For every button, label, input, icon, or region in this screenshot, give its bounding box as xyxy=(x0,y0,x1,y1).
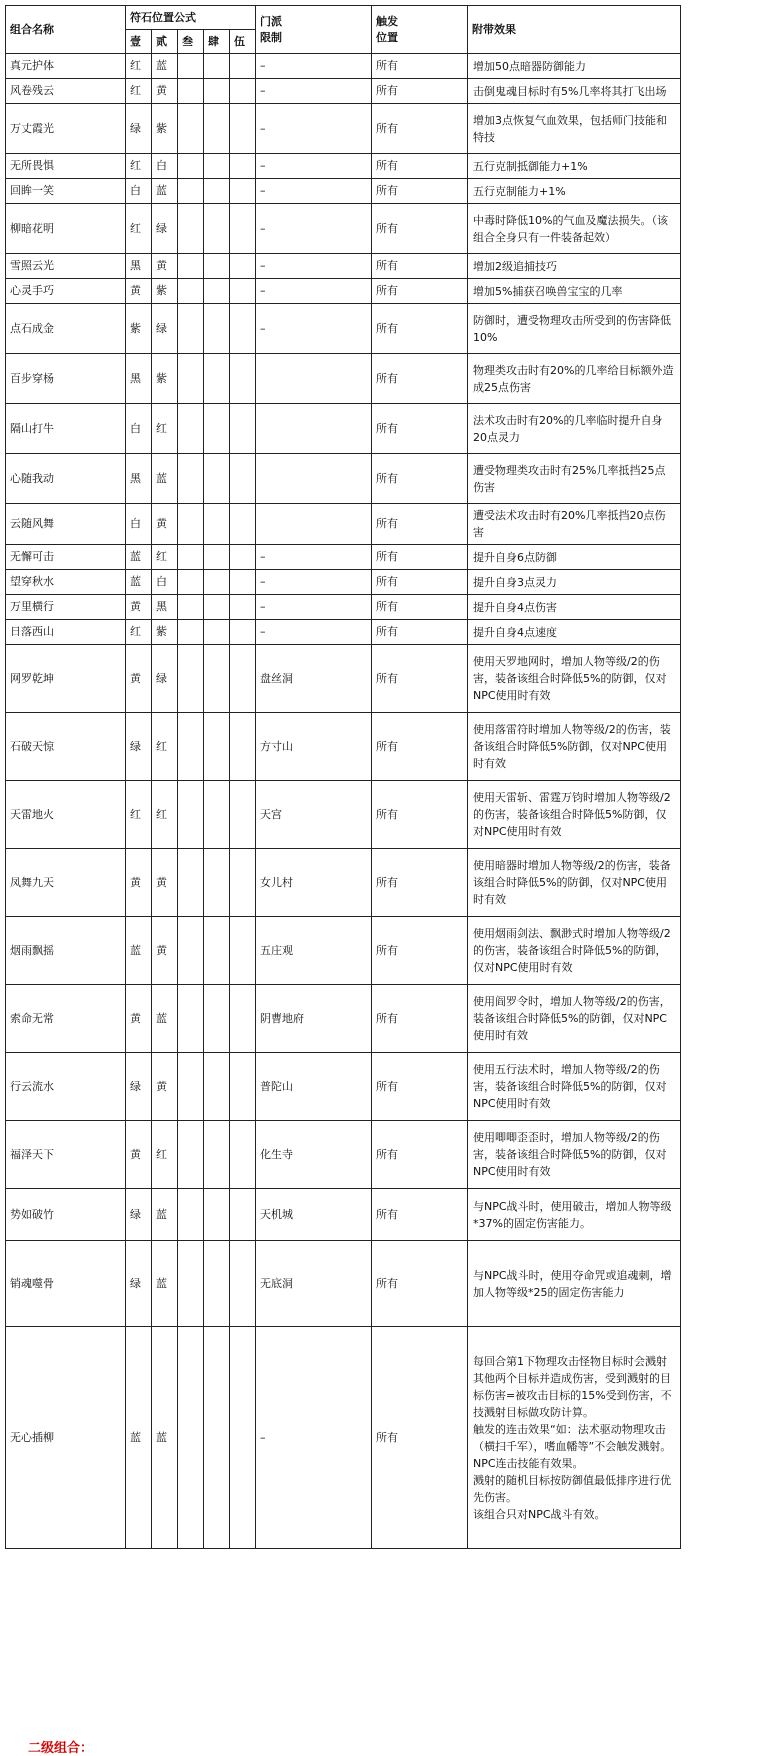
pos2-cell: 黄 xyxy=(152,504,178,545)
table-row xyxy=(6,1241,681,1327)
column-header-pos5: 伍 xyxy=(230,30,256,54)
pos3-cell xyxy=(178,304,204,354)
table-row xyxy=(6,279,681,304)
table-row xyxy=(6,404,681,454)
table-row xyxy=(6,645,681,713)
header-row-top xyxy=(6,6,681,30)
combo-name: 福泽天下 xyxy=(6,1121,126,1189)
trigger-cell: 所有 xyxy=(372,279,468,304)
pos3-cell xyxy=(178,620,204,645)
pos5-cell xyxy=(230,917,256,985)
effect-cell: 增加5%捕获召唤兽宝宝的几率 xyxy=(468,279,681,304)
pos1-cell: 红 xyxy=(126,79,152,104)
pos4-cell xyxy=(204,1327,230,1549)
pos3-cell xyxy=(178,985,204,1053)
pos4-cell xyxy=(204,1189,230,1241)
table-row xyxy=(6,354,681,404)
sect-cell xyxy=(256,354,372,404)
table-row xyxy=(6,1121,681,1189)
pos1-cell: 白 xyxy=(126,179,152,204)
pos2-cell: 红 xyxy=(152,1121,178,1189)
pos5-cell xyxy=(230,1241,256,1327)
combo-name: 点石成金 xyxy=(6,304,126,354)
pos4-cell xyxy=(204,620,230,645)
pos2-cell: 白 xyxy=(152,570,178,595)
pos5-cell xyxy=(230,985,256,1053)
section-heading-level2: 二级组合： xyxy=(28,1741,94,1756)
pos2-cell: 红 xyxy=(152,781,178,849)
pos2-cell: 绿 xyxy=(152,204,178,254)
column-header-sect: 门派 限制 xyxy=(256,6,372,54)
pos5-cell xyxy=(230,504,256,545)
sect-cell: 女儿村 xyxy=(256,849,372,917)
table-row xyxy=(6,713,681,781)
pos5-cell xyxy=(230,79,256,104)
effect-cell: 使用阎罗令时，增加人物等级/2的伤害，装备该组合时降低5%的防御，仅对NPC使用时有效 xyxy=(468,985,681,1053)
pos2-cell: 黑 xyxy=(152,595,178,620)
pos2-cell: 白 xyxy=(152,154,178,179)
pos4-cell xyxy=(204,570,230,595)
trigger-cell: 所有 xyxy=(372,595,468,620)
table-row xyxy=(6,254,681,279)
column-header-name: 组合名称 xyxy=(6,6,126,54)
pos4-cell xyxy=(204,204,230,254)
sect-cell: 阴曹地府 xyxy=(256,985,372,1053)
pos3-cell xyxy=(178,595,204,620)
pos5-cell xyxy=(230,1189,256,1241)
pos4-cell xyxy=(204,1053,230,1121)
pos3-cell xyxy=(178,713,204,781)
pos3-cell xyxy=(178,545,204,570)
pos2-cell: 紫 xyxy=(152,354,178,404)
sect-cell: 五庄观 xyxy=(256,917,372,985)
combo-name: 回眸一笑 xyxy=(6,179,126,204)
table-row xyxy=(6,917,681,985)
table-row xyxy=(6,1053,681,1121)
trigger-cell: 所有 xyxy=(372,1121,468,1189)
pos1-cell: 黄 xyxy=(126,985,152,1053)
pos4-cell xyxy=(204,79,230,104)
trigger-cell: 所有 xyxy=(372,154,468,179)
pos3-cell xyxy=(178,154,204,179)
pos3-cell xyxy=(178,504,204,545)
table-row xyxy=(6,54,681,79)
sect-cell: – xyxy=(256,595,372,620)
pos3-cell xyxy=(178,54,204,79)
combo-name: 心灵手巧 xyxy=(6,279,126,304)
effect-cell: 使用天罗地网时，增加人物等级/2的伤害，装备该组合时降低5%的防御，仅对NPC使用时有效 xyxy=(468,645,681,713)
table-row xyxy=(6,849,681,917)
trigger-cell: 所有 xyxy=(372,1241,468,1327)
pos1-cell: 黄 xyxy=(126,645,152,713)
column-header-pos4: 肆 xyxy=(204,30,230,54)
pos1-cell: 红 xyxy=(126,620,152,645)
pos4-cell xyxy=(204,645,230,713)
pos5-cell xyxy=(230,204,256,254)
trigger-cell: 所有 xyxy=(372,79,468,104)
effect-cell: 中毒时降低10%的气血及魔法损失。（该组合全身只有一件装备起效） xyxy=(468,204,681,254)
trigger-cell: 所有 xyxy=(372,917,468,985)
pos2-cell: 蓝 xyxy=(152,454,178,504)
effect-cell: 五行克制能力+1% xyxy=(468,179,681,204)
table-row xyxy=(6,781,681,849)
pos4-cell xyxy=(204,354,230,404)
pos5-cell xyxy=(230,254,256,279)
effect-cell: 与NPC战斗时，使用破击，增加人物等级*37%的固定伤害能力。 xyxy=(468,1189,681,1241)
pos2-cell: 蓝 xyxy=(152,985,178,1053)
pos1-cell: 绿 xyxy=(126,713,152,781)
pos5-cell xyxy=(230,1121,256,1189)
table-row xyxy=(6,204,681,254)
pos4-cell xyxy=(204,713,230,781)
effect-cell: 提升自身6点防御 xyxy=(468,545,681,570)
pos3-cell xyxy=(178,79,204,104)
pos5-cell xyxy=(230,404,256,454)
pos3-cell xyxy=(178,781,204,849)
trigger-cell: 所有 xyxy=(372,713,468,781)
pos2-cell: 紫 xyxy=(152,104,178,154)
sect-cell: 天宫 xyxy=(256,781,372,849)
combo-name: 网罗乾坤 xyxy=(6,645,126,713)
combo-name: 凤舞九天 xyxy=(6,849,126,917)
pos3-cell xyxy=(178,454,204,504)
pos1-cell: 紫 xyxy=(126,304,152,354)
trigger-cell: 所有 xyxy=(372,54,468,79)
pos4-cell xyxy=(204,985,230,1053)
pos4-cell xyxy=(204,304,230,354)
column-header-effect: 附带效果 xyxy=(468,6,681,54)
pos3-cell xyxy=(178,204,204,254)
effect-cell: 与NPC战斗时，使用夺命咒或追魂刺，增加人物等级*25的固定伤害能力 xyxy=(468,1241,681,1327)
sect-cell: – xyxy=(256,570,372,595)
pos2-cell: 黄 xyxy=(152,79,178,104)
table-row xyxy=(6,595,681,620)
pos4-cell xyxy=(204,154,230,179)
pos3-cell xyxy=(178,570,204,595)
effect-cell: 增加3点恢复气血效果，包括师门技能和特技 xyxy=(468,104,681,154)
pos5-cell xyxy=(230,454,256,504)
pos4-cell xyxy=(204,849,230,917)
pos2-cell: 蓝 xyxy=(152,1327,178,1549)
pos2-cell: 黄 xyxy=(152,917,178,985)
pos5-cell xyxy=(230,279,256,304)
pos5-cell xyxy=(230,1053,256,1121)
pos3-cell xyxy=(178,1327,204,1549)
sect-cell: 天机城 xyxy=(256,1189,372,1241)
trigger-cell: 所有 xyxy=(372,781,468,849)
sect-cell: – xyxy=(256,304,372,354)
combo-name: 雪照云光 xyxy=(6,254,126,279)
pos4-cell xyxy=(204,254,230,279)
pos3-cell xyxy=(178,917,204,985)
pos2-cell: 绿 xyxy=(152,645,178,713)
effect-cell: 每回合第1下物理攻击怪物目标时会溅射其他两个目标并造成伤害，受到溅射的目标伤害=被攻击目标的15%受到伤害，不技溅射目标做攻防计算。 触发的连击效果“如：法术驱动物理攻击（横扫千军），嗜血幡等”不会触发溅射。NPC连击技能有效果。 溅射的随机目标按防御值最低排序进行优先伤害。 该组合只对NPC战斗有效。 xyxy=(468,1327,681,1549)
sect-cell: 盘丝洞 xyxy=(256,645,372,713)
effect-cell: 遭受法术攻击时有20%几率抵挡20点伤害 xyxy=(468,504,681,545)
combo-name: 云随风舞 xyxy=(6,504,126,545)
effect-cell: 物理类攻击时有20%的几率给目标额外造成25点伤害 xyxy=(468,354,681,404)
trigger-cell: 所有 xyxy=(372,454,468,504)
column-header-formula: 符石位置公式 xyxy=(126,6,256,30)
combo-name: 石破天惊 xyxy=(6,713,126,781)
pos1-cell: 绿 xyxy=(126,104,152,154)
effect-cell: 提升自身3点灵力 xyxy=(468,570,681,595)
combo-name: 望穿秋水 xyxy=(6,570,126,595)
pos4-cell xyxy=(204,595,230,620)
pos3-cell xyxy=(178,1053,204,1121)
effect-cell: 使用烟雨剑法、飘渺式时增加人物等级/2的伤害，装备该组合时降低5%的防御，仅对NPC使用时有效 xyxy=(468,917,681,985)
trigger-cell: 所有 xyxy=(372,545,468,570)
sect-cell: – xyxy=(256,254,372,279)
pos1-cell: 蓝 xyxy=(126,1327,152,1549)
pos1-cell: 黑 xyxy=(126,354,152,404)
sect-cell: – xyxy=(256,79,372,104)
effect-cell: 增加2级追捕技巧 xyxy=(468,254,681,279)
sect-cell: – xyxy=(256,204,372,254)
effect-cell: 法术攻击时有20%的几率临时提升自身20点灵力 xyxy=(468,404,681,454)
pos4-cell xyxy=(204,1241,230,1327)
table-row xyxy=(6,570,681,595)
pos4-cell xyxy=(204,504,230,545)
combo-name: 百步穿杨 xyxy=(6,354,126,404)
sect-cell: – xyxy=(256,154,372,179)
pos1-cell: 黑 xyxy=(126,254,152,279)
pos4-cell xyxy=(204,54,230,79)
pos3-cell xyxy=(178,645,204,713)
pos1-cell: 蓝 xyxy=(126,545,152,570)
table-row xyxy=(6,154,681,179)
pos1-cell: 红 xyxy=(126,154,152,179)
column-header-pos1: 壹 xyxy=(126,30,152,54)
effect-cell: 提升自身4点速度 xyxy=(468,620,681,645)
effect-cell: 使用落雷符时增加人物等级/2的伤害，装备该组合时降低5%防御，仅对NPC使用时有效 xyxy=(468,713,681,781)
pos2-cell: 红 xyxy=(152,713,178,781)
combo-name: 真元护体 xyxy=(6,54,126,79)
pos3-cell xyxy=(178,279,204,304)
pos3-cell xyxy=(178,104,204,154)
rune-combination-table xyxy=(5,5,681,1549)
trigger-cell: 所有 xyxy=(372,645,468,713)
trigger-cell: 所有 xyxy=(372,1189,468,1241)
table-row xyxy=(6,1189,681,1241)
effect-cell: 增加50点暗器防御能力 xyxy=(468,54,681,79)
column-header-trigger: 触发 位置 xyxy=(372,6,468,54)
combo-name: 万里横行 xyxy=(6,595,126,620)
table-row xyxy=(6,79,681,104)
pos4-cell xyxy=(204,917,230,985)
pos4-cell xyxy=(204,179,230,204)
effect-cell: 遭受物理类攻击时有25%几率抵挡25点伤害 xyxy=(468,454,681,504)
pos1-cell: 蓝 xyxy=(126,917,152,985)
sect-cell: – xyxy=(256,54,372,79)
trigger-cell: 所有 xyxy=(372,1327,468,1549)
trigger-cell: 所有 xyxy=(372,570,468,595)
pos2-cell: 红 xyxy=(152,404,178,454)
table-row xyxy=(6,179,681,204)
pos1-cell: 黄 xyxy=(126,849,152,917)
pos5-cell xyxy=(230,545,256,570)
trigger-cell: 所有 xyxy=(372,1053,468,1121)
trigger-cell: 所有 xyxy=(372,849,468,917)
table-row xyxy=(6,985,681,1053)
pos5-cell xyxy=(230,1327,256,1549)
pos5-cell xyxy=(230,179,256,204)
combo-name: 势如破竹 xyxy=(6,1189,126,1241)
pos2-cell: 黄 xyxy=(152,849,178,917)
pos1-cell: 白 xyxy=(126,404,152,454)
sect-cell: 无底洞 xyxy=(256,1241,372,1327)
sect-cell: 普陀山 xyxy=(256,1053,372,1121)
pos1-cell: 白 xyxy=(126,504,152,545)
pos1-cell: 黄 xyxy=(126,279,152,304)
trigger-cell: 所有 xyxy=(372,179,468,204)
sect-cell: – xyxy=(256,104,372,154)
column-header-pos2: 贰 xyxy=(152,30,178,54)
pos3-cell xyxy=(178,1189,204,1241)
combo-name: 天雷地火 xyxy=(6,781,126,849)
pos2-cell: 紫 xyxy=(152,279,178,304)
effect-cell: 五行克制抵御能力+1% xyxy=(468,154,681,179)
pos3-cell xyxy=(178,849,204,917)
pos2-cell: 绿 xyxy=(152,304,178,354)
trigger-cell: 所有 xyxy=(372,404,468,454)
pos3-cell xyxy=(178,179,204,204)
combo-name: 日落西山 xyxy=(6,620,126,645)
sect-cell: 方寸山 xyxy=(256,713,372,781)
effect-cell: 使用五行法术时，增加人物等级/2的伤害，装备该组合时降低5%的防御，仅对NPC使用时有效 xyxy=(468,1053,681,1121)
combo-name: 柳暗花明 xyxy=(6,204,126,254)
pos4-cell xyxy=(204,404,230,454)
trigger-cell: 所有 xyxy=(372,985,468,1053)
combo-name: 无心插柳 xyxy=(6,1327,126,1549)
pos2-cell: 蓝 xyxy=(152,54,178,79)
pos2-cell: 蓝 xyxy=(152,179,178,204)
pos4-cell xyxy=(204,279,230,304)
pos2-cell: 黄 xyxy=(152,1053,178,1121)
pos1-cell: 黄 xyxy=(126,595,152,620)
trigger-cell: 所有 xyxy=(372,204,468,254)
sect-cell xyxy=(256,404,372,454)
pos3-cell xyxy=(178,254,204,279)
pos5-cell xyxy=(230,781,256,849)
pos4-cell xyxy=(204,545,230,570)
pos1-cell: 红 xyxy=(126,54,152,79)
pos3-cell xyxy=(178,1121,204,1189)
pos5-cell xyxy=(230,104,256,154)
table-row xyxy=(6,454,681,504)
combo-name: 索命无常 xyxy=(6,985,126,1053)
pos5-cell xyxy=(230,849,256,917)
combo-name: 行云流水 xyxy=(6,1053,126,1121)
pos5-cell xyxy=(230,713,256,781)
pos4-cell xyxy=(204,454,230,504)
trigger-cell: 所有 xyxy=(372,104,468,154)
table-row xyxy=(6,104,681,154)
trigger-cell: 所有 xyxy=(372,354,468,404)
combo-name: 无懈可击 xyxy=(6,545,126,570)
table-row xyxy=(6,620,681,645)
column-header-pos3: 叁 xyxy=(178,30,204,54)
pos1-cell: 红 xyxy=(126,781,152,849)
pos4-cell xyxy=(204,781,230,849)
sect-cell: – xyxy=(256,545,372,570)
combo-name: 销魂噬骨 xyxy=(6,1241,126,1327)
effect-cell: 使用唧唧歪歪时，增加人物等级/2的伤害，装备该组合时降低5%的防御，仅对NPC使用时有效 xyxy=(468,1121,681,1189)
table-row xyxy=(6,1327,681,1549)
pos1-cell: 绿 xyxy=(126,1189,152,1241)
trigger-cell: 所有 xyxy=(372,304,468,354)
pos4-cell xyxy=(204,104,230,154)
pos5-cell xyxy=(230,54,256,79)
trigger-cell: 所有 xyxy=(372,620,468,645)
trigger-cell: 所有 xyxy=(372,504,468,545)
effect-cell: 使用天雷斩、雷霆万钧时增加人物等级/2的伤害，装备该组合时降低5%防御，仅对NPC使用时有效 xyxy=(468,781,681,849)
sect-cell: 化生寺 xyxy=(256,1121,372,1189)
pos2-cell: 蓝 xyxy=(152,1189,178,1241)
effect-cell: 防御时，遭受物理攻击所受到的伤害降低10% xyxy=(468,304,681,354)
combo-name: 心随我动 xyxy=(6,454,126,504)
effect-cell: 提升自身4点伤害 xyxy=(468,595,681,620)
table-row xyxy=(6,304,681,354)
pos5-cell xyxy=(230,304,256,354)
sect-cell: – xyxy=(256,1327,372,1549)
pos4-cell xyxy=(204,1121,230,1189)
table-row xyxy=(6,545,681,570)
pos1-cell: 黑 xyxy=(126,454,152,504)
pos5-cell xyxy=(230,620,256,645)
sect-cell xyxy=(256,504,372,545)
combo-name: 隔山打牛 xyxy=(6,404,126,454)
combo-name: 风卷残云 xyxy=(6,79,126,104)
pos1-cell: 红 xyxy=(126,204,152,254)
sect-cell xyxy=(256,454,372,504)
trigger-cell: 所有 xyxy=(372,254,468,279)
combo-name: 无所畏惧 xyxy=(6,154,126,179)
pos2-cell: 蓝 xyxy=(152,1241,178,1327)
pos3-cell xyxy=(178,404,204,454)
sect-cell: – xyxy=(256,279,372,304)
pos5-cell xyxy=(230,154,256,179)
pos1-cell: 绿 xyxy=(126,1053,152,1121)
pos5-cell xyxy=(230,570,256,595)
pos1-cell: 蓝 xyxy=(126,570,152,595)
pos5-cell xyxy=(230,354,256,404)
pos2-cell: 红 xyxy=(152,545,178,570)
sect-cell: – xyxy=(256,620,372,645)
combo-name: 万丈霞光 xyxy=(6,104,126,154)
pos3-cell xyxy=(178,1241,204,1327)
pos5-cell xyxy=(230,595,256,620)
effect-cell: 击倒鬼魂目标时有5%几率将其打飞出场 xyxy=(468,79,681,104)
pos2-cell: 紫 xyxy=(152,620,178,645)
sect-cell: – xyxy=(256,179,372,204)
effect-cell: 使用暗器时增加人物等级/2的伤害，装备该组合时降低5%的防御，仅对NPC使用时有效 xyxy=(468,849,681,917)
pos2-cell: 黄 xyxy=(152,254,178,279)
pos5-cell xyxy=(230,645,256,713)
combo-name: 烟雨飘摇 xyxy=(6,917,126,985)
pos3-cell xyxy=(178,354,204,404)
table-row xyxy=(6,504,681,545)
pos1-cell: 绿 xyxy=(126,1241,152,1327)
pos1-cell: 黄 xyxy=(126,1121,152,1189)
